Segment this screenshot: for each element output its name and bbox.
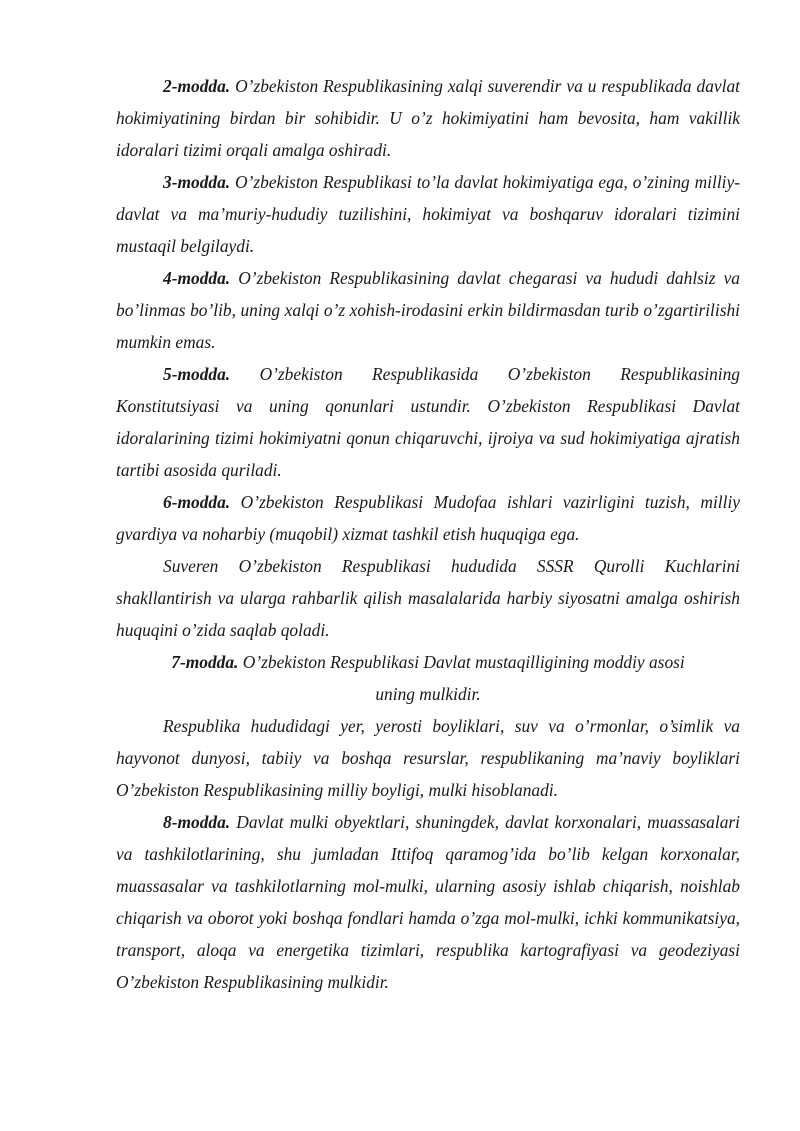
article-6-paragraph — [116, 486, 740, 550]
suveren-paragraph: Suveren O’zbekiston Respublikasi hududida SSSR Qurolli Kuchlarini shakllantirish va ularga rahbarlik qilish masalalarida harbiy siyosatni amalga oshirish huquqini o’zida saqlab qoladi. — [116, 556, 740, 640]
article-5-paragraph — [116, 358, 740, 486]
article-6-text: O’zbekiston Respublikasi Mudofaa ishlari vazirligini tuzish, milliy gvardiya va noharbiy (muqobil) xizmat tashkil etish huquqiga ega. — [116, 492, 740, 544]
article-2-label: 2-modda. — [163, 76, 231, 96]
article-8-label: 8-modda. — [163, 812, 231, 832]
article-3-paragraph — [116, 166, 740, 262]
article-5-label: 5-modda. — [163, 364, 231, 384]
article-2-text: O’zbekiston Respublikasining xalqi suverendir va u respublikada davlat hokimiyatining birdan bir sohibidir. U o’z hokimiyatini ham bevosita, ham vakillik idoralari tizimi orqali amalga oshiradi. — [116, 76, 740, 160]
article-7-line1: O’zbekiston Respublikasi Davlat mustaqilligining moddiy asosi — [238, 652, 685, 672]
article-3-text: O’zbekiston Respublikasi to’la davlat hokimiyatiga ega, o’zining milliy-davlat va ma’muriy-hududiy tuzilishini, hokimiyat va boshqaruv idoralari tizimini mustaqil belgilaydi. — [116, 172, 740, 256]
article-4-paragraph — [116, 262, 740, 358]
article-7-line2: uning mulkidir. — [375, 684, 481, 704]
article-7-label: 7-modda. — [171, 652, 239, 672]
article-3-label: 3-modda. — [163, 172, 231, 192]
article-2-paragraph — [116, 70, 740, 166]
article-4-text: O’zbekiston Respublikasining davlat chegarasi va hududi dahlsiz va bo’linmas bo’lib, uning xalqi o’z xohish-irodasini erkin bildirmasdan turib o’zgartirilishi mumkin emas. — [116, 268, 740, 352]
article-4-label: 4-modda. — [163, 268, 231, 288]
respublika-paragraph: Respublika hududidagi yer, yerosti boyliklari, suv va o’rmonlar, o’simlik va hayvonot dunyosi, tabiiy va boshqa resurslar, respublikaning ma’naviy boyliklari O’zbekiston Respublikasining milliy boyligi, mulki hisoblanadi. — [116, 716, 740, 800]
article-6-label: 6-modda. — [163, 492, 231, 512]
article-8-paragraph — [116, 806, 740, 998]
article-5-text: O’zbekiston Respublikasida O’zbekiston Respublikasining Konstitutsiyasi va uning qonunlari ustundir. O’zbekiston Respublikasi Davlat idoralarining tizimi hokimiyatni qonun chiqaruvchi, ijroiya va sud hokimiyatiga ajratish tartibi asosida quriladi. — [116, 364, 740, 480]
document-page — [116, 70, 740, 998]
article-8-text: Davlat mulki obyektlari, shuningdek, davlat korxonalari, muassasalari va tashkilotlarining, shu jumladan Ittifoq qaramog’ida bo’lib kelgan korxonalar, muassasalar va tashkilotlarning mol-mulki, ularning asosiy ishlab chiqarish, noishlab chiqarish va oborot yoki boshqa fondlari hamda o’zga mol-mulki, ichki kommunikatsiya, transport, aloqa va energetika tizimlari, respublika kartografiyasi va geodeziyasi O’zbekiston Respublikasining mulkidir. — [116, 812, 740, 992]
article-7-heading — [116, 646, 740, 678]
